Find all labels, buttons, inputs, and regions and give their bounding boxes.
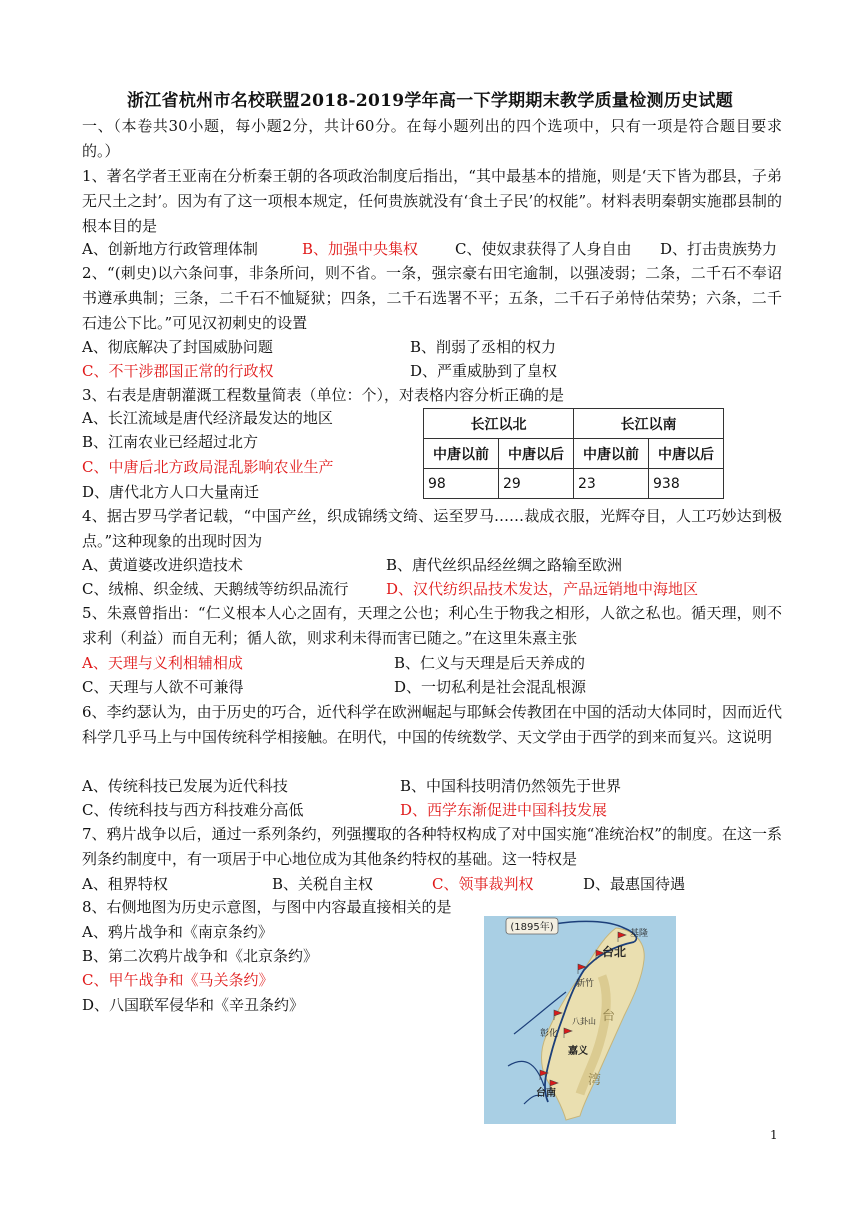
q1-option-b: B、加强中央集权 <box>302 240 419 258</box>
q2-option-a: A、彻底解决了封国威胁问题 <box>82 338 273 356</box>
q3-option-c: C、中唐后北方政局混乱影响农业生产 <box>82 458 334 476</box>
q4-option-b: B、唐代丝织品经丝绸之路输至欧洲 <box>386 556 623 574</box>
table-subhead: 中唐以后 <box>499 439 574 469</box>
q5-option-a: A、天理与义利相辅相成 <box>82 654 243 672</box>
q1-option-c: C、使奴隶获得了人身自由 <box>455 240 632 258</box>
q6-option-d: D、西学东渐促进中国科技发展 <box>400 801 608 819</box>
q4-option-a: A、黄道婆改进织造技术 <box>82 556 243 574</box>
question-5-stem: 5、朱熹曾指出：“仁义根本人心之固有，天理之公也；利心生于物我之相形，人欲之私也。循天理，则不求利（利益）而自无利；循人欲，则求利未得而害已随之。”在这里朱熹主张 <box>82 604 782 647</box>
q8-option-a: A、鸦片战争和《南京条约》 <box>82 923 273 941</box>
q7-option-a: A、租界特权 <box>82 875 168 893</box>
q7-option-d: D、最惠国待遇 <box>583 875 686 893</box>
question-1-stem: 1、著名学者王亚南在分析秦王朝的各项政治制度后指出，“其中最基本的措施，则是‘天下皆为郡县，子弟无尺土之封’。因为有了这一项根本规定，任何贵族就没有‘食土子民’的权能”。材料表明秦朝实施郡县制的根本目的是 <box>82 167 782 235</box>
q7-option-b: B、关税自主权 <box>272 875 374 893</box>
q4-option-d: D、汉代纺织品技术发达，产品远销地中海地区 <box>386 580 699 598</box>
irrigation-table <box>423 408 724 499</box>
table-group-north: 长江以北 <box>424 409 574 439</box>
table-cell: 98 <box>424 469 499 499</box>
place-chiayi: 嘉义 <box>568 1046 588 1057</box>
q8-option-b: B、第二次鸦片战争和《北京条约》 <box>82 947 319 965</box>
table-group-south: 长江以南 <box>574 409 724 439</box>
q4-option-c: C、绒棉、织金绒、天鹅绒等纺织品流行 <box>82 580 349 598</box>
page-title: 浙江省杭州市名校联盟2018-2019学年高一下学期期末教学质量检测历史试题 <box>126 91 734 111</box>
question-2-stem: 2、“(刺史)以六条问事，非条所问，则不省。一条，强宗豪右田宅逾制，以强凌弱；二条，二千石不奉诏书遵承典制；三条，二千石不恤疑狱；四条，二千石选署不平；五条，二千石子弟恃估荣势；六条，二千石违公下比。”可见汉初刺史的设置 <box>82 264 782 332</box>
island-label-tai: 台 <box>602 1009 616 1024</box>
question-4-stem: 4、据古罗马学者记载，“中国产丝，织成锦绣文绮、运至罗马……裁成衣服，光辉夺目，人工巧妙达到极点。”这种现象的出现时因为 <box>82 507 782 550</box>
question-3-stem: 3、右表是唐朝灌溉工程数量简表（单位：个），对表格内容分析正确的是 <box>82 386 565 404</box>
q6-option-a: A、传统科技已发展为近代科技 <box>82 777 288 795</box>
q5-option-d: D、一切私利是社会混乱根源 <box>394 678 587 696</box>
island-label-wan: 湾 <box>588 1073 602 1088</box>
place-taipei: 台北 <box>602 945 627 959</box>
table-cell: 938 <box>649 469 724 499</box>
q6-option-c: C、传统科技与西方科技难分高低 <box>82 801 304 819</box>
table-subhead: 中唐以前 <box>574 439 649 469</box>
table-cell: 23 <box>574 469 649 499</box>
question-6-stem: 6、李约瑟认为，由于历史的巧合，近代科学在欧洲崛起与耶稣会传教团在中国的活动大体同时，因而近代科学几乎马上与中国传统科学相接触。在明代，中国的传统数学、天文学由于西学的到来而复兴。这说明 <box>82 703 782 746</box>
place-tainan: 台南 <box>536 1088 556 1099</box>
q1-option-d: D、打击贵族势力 <box>660 240 778 258</box>
q3-option-b: B、江南农业已经超过北方 <box>82 433 259 451</box>
q5-option-b: B、仁义与天理是后天养成的 <box>394 654 586 672</box>
q1-option-a: A、创新地方行政管理体制 <box>82 240 258 258</box>
section-header: 一、（本卷共30小题，每小题2分，共计60分。在每小题列出的四个选项中，只有一项是符合题目要求的。） <box>82 117 782 160</box>
taiwan-1895-map <box>484 916 676 1124</box>
q2-option-c: C、不干涉郡国正常的行政权 <box>82 362 274 380</box>
q3-option-a: A、长江流域是唐代经济最发达的地区 <box>82 409 333 427</box>
q8-option-d: D、八国联军侵华和《辛丑条约》 <box>82 996 305 1014</box>
question-7-stem: 7、鸦片战争以后，通过一系列条约，列强攫取的各种特权构成了对中国实施“准统治权”的制度。在这一系列条约制度中，有一项居于中心地位成为其他条约特权的基础。这一特权是 <box>82 825 782 868</box>
place-changhua: 彰化 <box>540 1029 559 1039</box>
q3-option-d: D、唐代北方人口大量南迁 <box>82 483 260 501</box>
place-bagua-mountain: 八卦山 <box>572 1017 596 1026</box>
table-subhead: 中唐以后 <box>649 439 724 469</box>
table-subhead: 中唐以前 <box>424 439 499 469</box>
q5-option-c: C、天理与人欲不可兼得 <box>82 678 244 696</box>
map-year-label: (1895年) <box>510 922 554 933</box>
place-hsinchu: 新竹 <box>576 979 595 989</box>
q8-option-c: C、甲午战争和《马关条约》 <box>82 971 274 989</box>
q2-option-d: D、严重威胁到了皇权 <box>410 362 558 380</box>
q7-option-c: C、领事裁判权 <box>432 875 534 893</box>
q2-option-b: B、削弱了丞相的权力 <box>410 338 557 356</box>
q6-option-b: B、中国科技明清仍然领先于世界 <box>400 777 622 795</box>
page-number: 1 <box>770 1128 778 1142</box>
table-cell: 29 <box>499 469 574 499</box>
place-keelung: 基隆 <box>630 929 649 939</box>
question-8-stem: 8、右侧地图为历史示意图，与图中内容最直接相关的是 <box>82 898 452 916</box>
